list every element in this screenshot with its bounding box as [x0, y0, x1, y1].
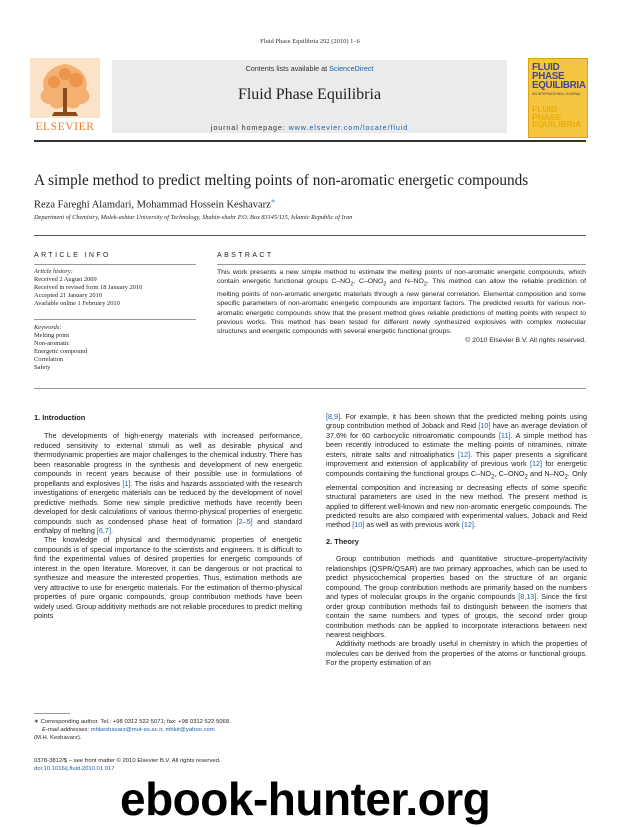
journal-cover-thumbnail [528, 58, 588, 138]
text: . This paper presents a significant improvement and extension of applicability of previous work [326, 449, 587, 469]
email-owner: (M.H. Keshavarz). [34, 735, 82, 741]
article-title: A simple method to predict melting points of non-aromatic energetic compounds [34, 172, 529, 189]
abstract-part: , C–ONO [353, 278, 384, 286]
text: . A simple method has been recently introduced to estimate the melting points of nitramines, nitrate esters, nitrate salts and nitroaliphatics [326, 430, 587, 459]
corresponding-author-note: ∗ Corresponding author. Tel.: +98 0312 522 5071; fax: +98 0312 522 5068. [34, 719, 231, 725]
text: and N–NO [527, 468, 565, 478]
subscript: 2 [383, 281, 387, 288]
keywords [34, 324, 194, 373]
citation-link[interactable]: [10] [352, 520, 365, 530]
abstract-copyright: © 2010 Elsevier B.V. All rights reserved. [465, 337, 586, 345]
watermark: ebook-hunter.org [120, 773, 491, 825]
text: Group contribution methods and quantitative structure–property/activity relationships (QSPR/QSAR) are two primary approaches, which can be used to predict physicochemical properties based on the structure of an organic compound. The group contribution methods are primarily based on the numbers and types of molecular groups in the organic compounds [326, 554, 587, 602]
intro-paragraph [34, 431, 302, 535]
subscript: 2 [524, 474, 528, 481]
cover-title-line: FLUID PHASE [532, 104, 562, 122]
text: . Since the first order group contribution methods fail to distinguish between the isomers that contain the same numbers and types of groups, the second order group contribution methods can be applied to incorporate interactions between next nearest neighbors. [326, 592, 587, 639]
issn-line: 0378-3812/$ – see front matter © 2010 Elsevier B.V. All rights reserved. [34, 758, 221, 764]
subscript: 2 [423, 281, 428, 288]
citation-link[interactable]: [12] [461, 520, 474, 530]
elsevier-wordmark: ELSEVIER [35, 121, 95, 133]
corresponding-mark[interactable]: ∗ [270, 197, 276, 205]
abstract-part: and N–NO [386, 278, 424, 286]
abstract-bottom-rule [34, 388, 586, 389]
theory-paragraph: Additivity methods are broadly useful in chemistry in which the properties of molecules can be derived from the properties of the atoms or functional groups. For the property estimation of an [326, 639, 587, 668]
keyword: Safety [34, 364, 51, 372]
text: for energetic compounds containing the functional groups C–NO [326, 459, 587, 478]
history-label: Article history: [34, 268, 73, 275]
text: . For example, it has been shown that the predicted melting points using group contribution method of Joback and Reid [326, 412, 587, 431]
email-links[interactable]: mhkeshavarz@mut-es.ac.ir, mhkir@yahoo.com [90, 727, 215, 733]
info-rule [34, 264, 196, 265]
article-info-heading: ARTICLE INFO [34, 252, 111, 259]
history-item: Accepted 21 January 2010 [34, 292, 102, 300]
cover-subtitle: AN INTERNATIONAL JOURNAL [532, 92, 582, 96]
running-head: Fluid Phase Equilibria 292 (2010) 1–6 [260, 38, 360, 45]
affiliation: Department of Chemistry, Malek-ashtar University of Technology, Shahin-shahr P.O. Box 83145/115, Islamic Republic of Iran [34, 214, 353, 221]
text: , C–ONO [494, 468, 525, 478]
citation-link[interactable]: [12] [457, 449, 471, 459]
keywords-label: Keywords: [34, 324, 62, 331]
abstract-part: This work presents a new simple method to estimate the melting points of non-aromatic energetic compounds, which contain energetic functional groups C–NO [217, 269, 586, 286]
header-rule [34, 140, 586, 142]
abstract-rule [217, 264, 586, 265]
citation-link[interactable]: [2–5] [236, 516, 253, 526]
keyword: Energetic compound [34, 348, 87, 356]
keyword: Correlation [34, 356, 64, 364]
citation-link[interactable]: [10] [478, 421, 491, 431]
theory-paragraph [326, 554, 587, 639]
doi-link[interactable]: doi:10.1016/j.fluid.2010.01.017 [34, 766, 115, 772]
citation-link[interactable]: [1] [122, 478, 131, 488]
abstract-part: . This method can allow the reliable prediction of melting points of non-aromatic energetic materials through a new general correlation. Elemental composition and some specific parameters of non-aromatic energetic compounds are important factors. The predicted results for various non-aromatic energetic compounds show that the present method gives reliable predictions of melting points with respect to previous works. This method has been tested for different newly synthesized explosives with complex molecular structures and energetic compounds with several energetic functional groups. [217, 278, 586, 336]
keyword: Non-aromatic [34, 340, 70, 348]
authors: Reza Fareghi Alamdari, Mohammad Hossein Keshavarz [34, 199, 271, 211]
article-history [34, 268, 194, 308]
info-rule [34, 319, 196, 320]
intro-paragraph-continued [326, 412, 587, 530]
cover-title [532, 63, 585, 90]
left-column [34, 413, 302, 621]
homepage-prefix: journal homepage: [210, 123, 289, 132]
journal-name: Fluid Phase Equilibria [237, 86, 382, 103]
text: have an average deviation of 37.6% for 60 carbocyclic nitroaromatic compounds [326, 421, 587, 440]
text: . [473, 520, 476, 530]
text: as well as with previous work [364, 520, 462, 530]
citation-link[interactable]: [8,9] [326, 412, 341, 421]
sciencedirect-link[interactable]: ScienceDirect [329, 64, 374, 73]
section-heading-theory: 2. Theory [326, 536, 359, 546]
email-label: E-mail addresses: [42, 727, 91, 733]
homepage-link[interactable]: www.elsevier.com/locate/fluid [288, 123, 409, 132]
subscript: 2 [564, 474, 568, 481]
cover-title-line: FLUID PHASE [532, 62, 565, 82]
author-list [34, 197, 276, 211]
intro-paragraph: The knowledge of physical and thermodynamic properties of energetic compounds is of special importance to the scientists and engineers. It is difficult to find the experimental values of desired properties for energetic compounds of interest in the open literature. Moreover, it can be dangerous or not practical to synthesize and measure the interested properties. Thus, estimation methods are very attractive to use for energetic materials. For the estimation of thermo-physical properties of pure organic compounds, group contribution methods have been widely used. Group additivity methods are not reliable procedures to predict melting points [34, 535, 302, 621]
citation-link[interactable]: [6,7] [96, 525, 111, 535]
title-rule [34, 235, 586, 236]
subscript: 2 [350, 281, 354, 288]
subscript: 2 [491, 474, 495, 481]
cover-title-line: EQUILIBRIA [532, 119, 582, 130]
text: . [110, 525, 113, 535]
footnote-rule [34, 713, 70, 714]
citation-link[interactable]: [11] [498, 430, 511, 440]
publication-info [34, 757, 304, 773]
abstract-heading: ABSTRACT [217, 252, 274, 259]
citation-link[interactable]: [12] [529, 459, 543, 469]
text: and standard enthalpy of melting [34, 516, 302, 535]
section-heading-introduction: 1. Introduction [34, 413, 86, 422]
text: The developments of high-energy materials with increased performance, reduced sensitivity to external stimuli as well as desirable physical and thermodynamic properties are major challenges to the chemical industry. There has been reasonable progress in the synthesis and development of new energetic compounds in recent years because of their possible use in formulations of propellants and explosives [34, 431, 302, 488]
history-item: Received 2 August 2009 [34, 276, 97, 284]
cover-title-line: EQUILIBRIA [532, 80, 586, 91]
right-column [326, 412, 587, 668]
contents-line [112, 64, 507, 73]
citation-link[interactable]: [8,13] [518, 592, 537, 602]
journal-homepage [112, 123, 507, 132]
text: . Only elemental composition and increasing or decreasing effects of some specific structural parameters are used in the new method. The present method is applied to different well-known and new non-aromatic energetic compounds. The predicted results are also compared with experimental values, Joback and Reid method [326, 468, 588, 530]
contents-prefix: Contents lists available at [245, 64, 330, 73]
text: . The risks and hazards associated with the research investigations of energetic materials can be reduced by the development of novel predictive methods. Some new simple predictive methods have recently been developed for desk calculations of various thermo-physical properties of energetic compounds such as condensed phase heat of formation [34, 478, 302, 526]
keyword: Melting point [34, 332, 69, 340]
footnote [34, 718, 304, 742]
history-item: Received in revised form 18 January 2010 [34, 284, 143, 292]
abstract-text [217, 268, 586, 346]
history-item: Available online 1 February 2010 [34, 300, 120, 308]
cover-title-repeat [532, 106, 585, 129]
